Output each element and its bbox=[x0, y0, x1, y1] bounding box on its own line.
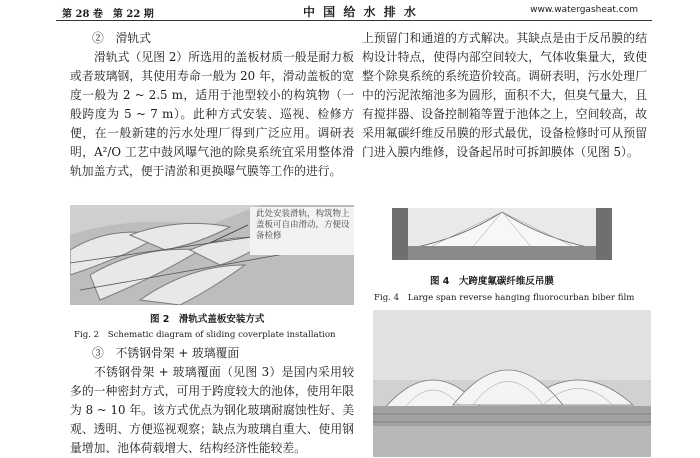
section-heading-sliding: ② 滑轨式 bbox=[92, 31, 151, 45]
volume-issue: 第 28 卷 第 22 期 bbox=[62, 9, 154, 20]
paragraph-glass: 不锈钢骨架 + 玻璃覆面（见图 3）是国内采用较多的一种密封方式，可用于跨度较大的池体，使用年限为 8 ~ 10 年。该方式优点为钢化玻璃耐腐蚀性好、美观、透明、方便巡视观察；缺点为玻璃自重大、使用钢量增加、池体荷载增大、结构经济性能较差。 bbox=[70, 365, 354, 455]
figure-5-photo bbox=[373, 310, 651, 457]
figure-4-photo bbox=[392, 208, 612, 260]
figure-2-caption-en: Fig. 2 Schematic diagram of sliding coverplate installation bbox=[74, 330, 336, 340]
dome-membrane-illustration bbox=[373, 310, 651, 457]
header-rule bbox=[56, 20, 652, 21]
journal-title: 中 国 给 水 排 水 bbox=[303, 5, 418, 19]
figure-4-caption-en: Fig. 4 Large span reverse hanging fluorocurban biber film bbox=[374, 293, 635, 303]
paragraph-membrane: 上预留门和通道的方式解决。其缺点是由于反吊膜的结构设计特点，使得内部空间较大，气体收集量大，致使整个除臭系统的系统造价较高。调研表明，污水处理厂中的污泥浓缩池多为圆形，面积不大，但臭气量大，且有搅拌器、设备控制箱等置于池体之上，空间较高，故采用氟碳纤维反吊膜的形式最优，设备检修时可从预留门进入膜内维修，设备起吊时可拆卸膜体（见图 5）。 bbox=[362, 31, 647, 159]
page-header bbox=[0, 2, 700, 20]
journal-website[interactable]: www.watergasheat.com bbox=[530, 5, 638, 15]
figure-4-caption-cn: 图 4 大跨度氟碳纤维反吊膜 bbox=[430, 276, 554, 287]
right-column bbox=[362, 29, 647, 162]
left-column-lower bbox=[70, 344, 354, 458]
figure-2-photo bbox=[70, 205, 354, 305]
figure-2-caption-cn: 图 2 滑轨式盖板安装方式 bbox=[150, 314, 265, 325]
figure-2-annotation: 此处安装滑轨，构筑物上盖板可自由滑动，方便设备检修 bbox=[256, 209, 350, 241]
paragraph-sliding: 滑轨式（见图 2）所选用的盖板材质一般是耐力板或者玻璃钢，其使用寿命一般为 20 年，滑动盖板的宽度一般为 2 ~ 2.5 m，适用于池型较小的构筑物（一般跨度为 5 ~ 7 m）。此种方式安装、巡视、检修方便，在一般新建的污水处理厂得到广泛应用。调研表明，A²/O 工艺中鼓风曝气池的除臭系统宜采用整体滑轨加盖方式，便于清淤和更换曝气膜等工作的进行。 bbox=[70, 50, 354, 178]
membrane-roof-illustration bbox=[392, 208, 612, 260]
left-column bbox=[70, 29, 354, 181]
section-heading-glass: ③ 不锈钢骨架 + 玻璃覆面 bbox=[92, 346, 240, 360]
